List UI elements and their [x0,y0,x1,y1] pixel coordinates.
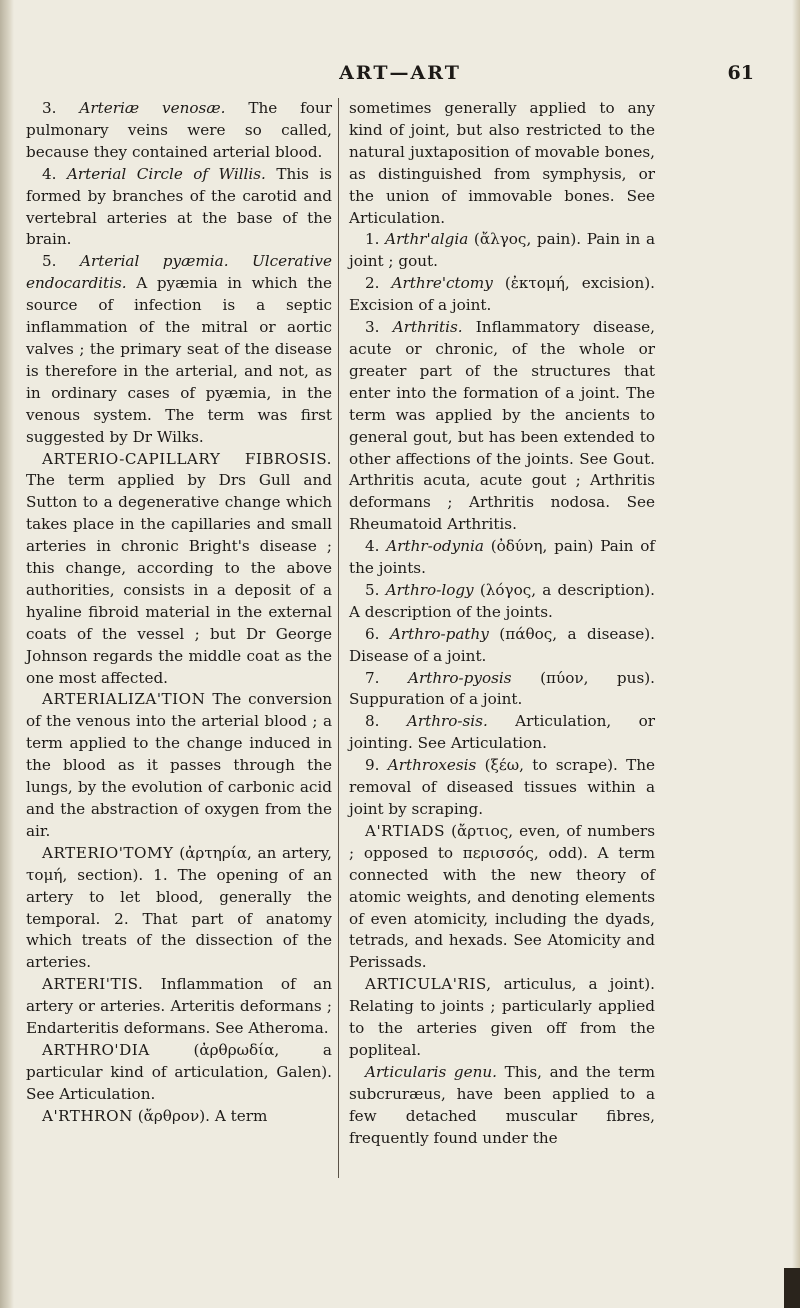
entry-text: Inflammatory disease, acute or chronic, of the whole or greater part of the structures that enter into the formation of a joint. The term was applied by the ancients to general gout, but has been extended to other affections of the joints. See Gout. Arthritis acuta, acute gout ; Arthritis deformans ; Arthritis nodosa. See Rheumatoid Arthritis. [349,318,655,534]
entry-text: (ὀδύνη, pain) Pain of the joints. [349,537,655,578]
entry-text: (ἄρτιος, even, of numbers ; opposed to περισσός, odd). A term connected with the new theory of atomic weights, and denoting elements of even atomicity, including the dyads, tetrads, and hexads. See Atomicity and Perissads. [349,821,655,972]
page-edge-shadow [792,0,800,1308]
entry-text: (ἄρθρον). A term [132,1106,268,1125]
entry-number: 2. [365,274,392,293]
entry-term: Arthroxesis [387,756,477,775]
entry-text: Inflammation of an artery or arteries. Arteritis deformans ; Endarteritis deformans. See Atheroma. [26,975,332,1038]
entry [349,624,655,668]
entry-number: 8. [365,712,407,731]
entry-text: sometimes generally applied to any kind of joint, but also restricted to the natural juxtaposition of movable bones, as distinguished from symphysis, or the union of immovable bones. See Articulation. [349,99,655,227]
entry [349,98,655,229]
entry-number: 3. [42,99,80,117]
right-column [349,98,655,1150]
entry-term: Arthro-sis. [406,712,488,731]
entry-term: Arterial pyæmia. Ulcerative endocarditis. [26,252,333,293]
entry-text: The term applied by Drs Gull and Sutton to a degenerative change which takes place in the capillaries and small arteries in chronic Bright's disease ; this change, according to the above authorities, consists in a deposit of a hyaline fibroid material in the external coats of the vessel ; but Dr George Johnson regards the middle coat as the one most affected. [26,471,332,687]
entry-term: Arthritis. [392,318,463,337]
entry-number: 4. [42,164,67,183]
entry [26,974,332,1040]
entry-text: (πύον, pus). Suppuration of a joint. [349,668,655,709]
entry [349,229,655,273]
entry [349,1062,655,1150]
entry [349,317,655,536]
entry [26,1040,332,1106]
entry-headword: A'RTHRON [42,1106,133,1125]
entry [26,164,332,252]
entry [349,755,655,821]
entry-term: Arthro-pathy [389,624,489,643]
entry-number: 4. [365,537,387,556]
entry-text: Articulation, or jointing. See Articulation. [349,712,655,753]
entry-number: 9. [365,756,388,775]
entry-term: Articularis genu. [365,1062,498,1081]
entry-text: A pyæmia in which the source of infection is a septic inflammation of the mitral or aortic valves ; the primary seat of the disease is therefore in the arterial, and not, as in ordinary cases of pyæmia, in the venous system. The term was first suggested by Dr Wilks. [26,274,332,446]
entry-text: (ἀρθρωδία, a particular kind of articulation, Galen). See Articulation. [26,1040,332,1103]
entry-headword: ARTHRO'DIA [42,1040,150,1059]
entry [349,668,655,712]
entry [26,449,332,690]
entry-text: articulus, a joint). Relating to joints ; particularly applied to the arteries given off from the popliteal. [349,975,655,1059]
column-divider [338,98,339,1178]
left-column [26,98,332,1128]
entry [349,580,655,624]
page-number: 61 [727,62,754,84]
entry-headword: ARTERIO-CAPILLARY FIBROSIS. [42,449,332,468]
page-corner-mark [784,1268,800,1308]
entry-headword: ARTERI'TIS. [42,975,144,994]
entry-text: The four pulmonary veins were so called, because they contained arterial blood. [26,99,332,161]
entry-text: This, and the term subcruræus, have been applied to a few detached muscular fibres, frequently found under the [349,1062,655,1147]
entry-headword: ARTERIO'TOMY [42,843,174,862]
entry-headword: ARTERIALIZA'TION [42,690,206,709]
page-header [30,62,770,92]
entry-headword: A'RTIADS [365,821,445,840]
page-gutter-shadow [0,0,14,1308]
entry [26,251,332,448]
entry [26,689,332,842]
entry-text: This is formed by branches of the carotid and vertebral arteries at the base of the brain. [26,164,332,249]
entry-term: Arteriæ venosæ. [79,99,226,117]
entry [26,843,332,974]
entry-text: (λόγος, a description). A description of the joints. [349,580,655,621]
entry [26,98,332,164]
entry-text: (ἐκτομή, excision). Excision of a joint. [349,274,655,315]
entry-number: 7. [365,668,409,687]
entry-headword: ARTICULA'RIS, [365,975,492,994]
running-head: ART—ART [339,62,461,84]
entry-number: 5. [42,252,80,271]
entry-term: Arthr-odynia [386,537,484,556]
entry-text: The conversion of the venous into the arterial blood ; a term applied to the change induced in the blood as it passes through the lungs, by the evolution of carbonic acid and the abstraction of oxygen from the air. [26,690,332,840]
entry-text: (ξέω, to scrape). The removal of diseased tissues within a joint by scraping. [349,756,656,818]
entry-term: Arthr'algia [385,230,469,249]
entry [349,536,655,580]
entry-number: 3. [365,318,393,337]
entry-text: (πάθος, a disease). Disease of a joint. [349,624,655,665]
entry-term: Arterial Circle of Willis. [66,164,266,183]
entry [349,821,655,974]
entry-text: (ἄλγος, pain). Pain in a joint ; gout. [349,230,655,271]
entry-term: Arthro-logy [385,580,474,599]
entry [349,974,655,1062]
entry-number: 6. [365,624,390,643]
entry-text: (ἀρτηρία, an artery, τομή, section). 1. The opening of an artery to let blood, generally the temporal. 2. That part of anatomy which treats of the dissection of the arteries. [26,843,332,972]
entry-term: Arthro-pyosis [408,668,512,687]
entry-number: 1. [365,230,386,249]
entry-term: Arthre'ctomy [391,274,493,293]
entry [349,273,655,317]
entry [349,711,655,755]
entry [26,1106,332,1128]
entry-number: 5. [365,580,386,599]
